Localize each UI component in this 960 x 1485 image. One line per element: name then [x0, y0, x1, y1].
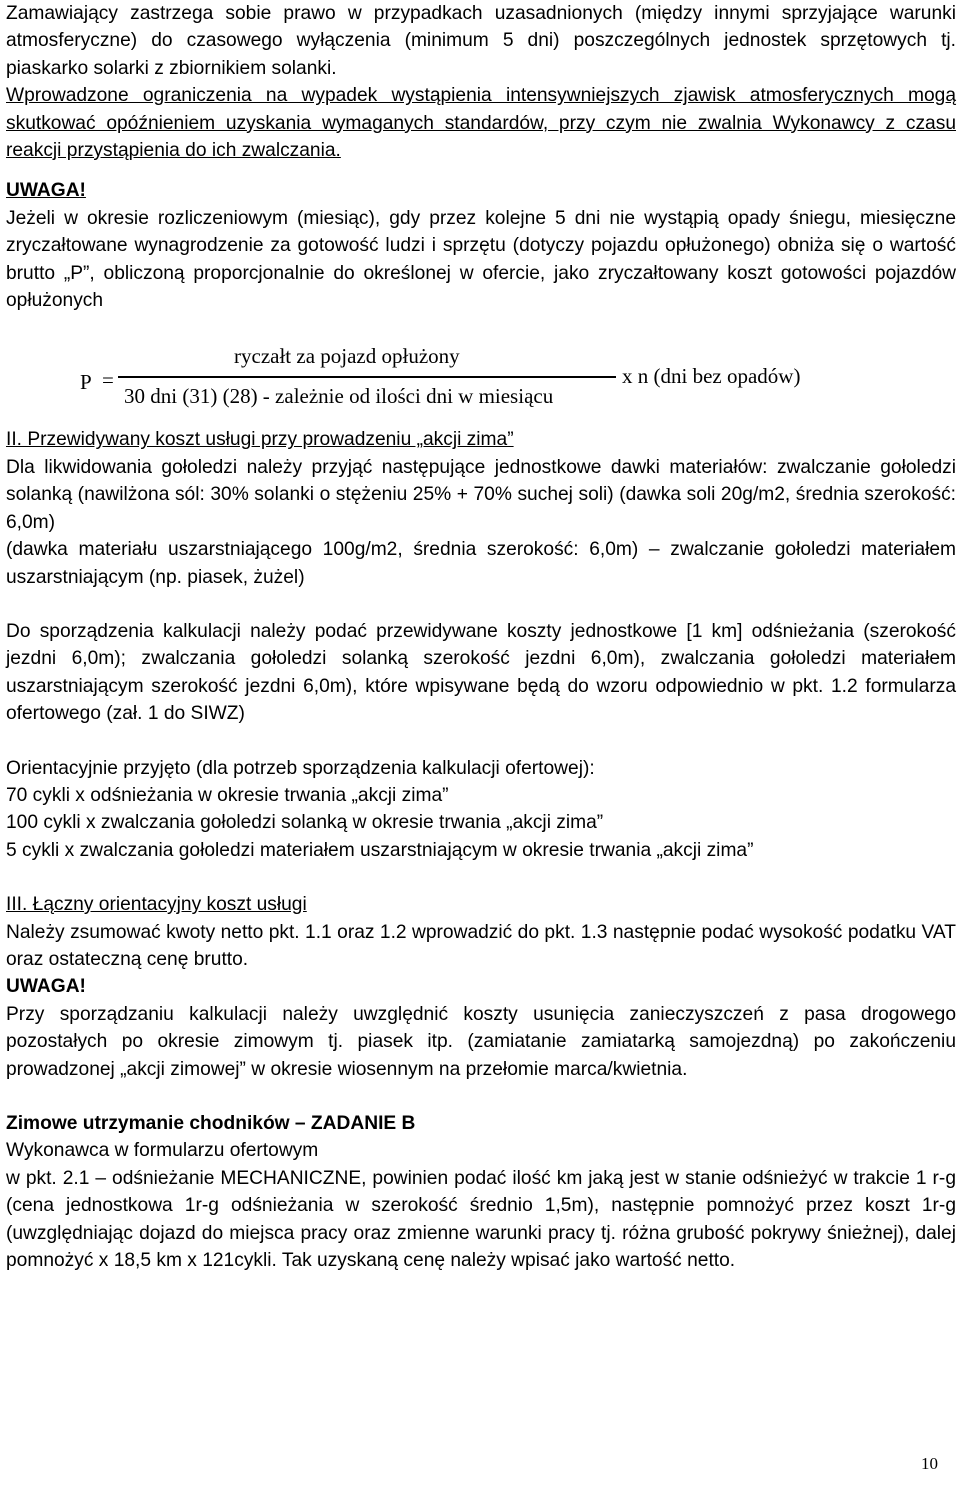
- page-number: 10: [921, 1454, 938, 1473]
- section-2-orientation-line-2: 70 cykli x odśnieżania w okresie trwania „akcji zima”: [6, 784, 449, 806]
- formula-rhs: x n (dni bez opadów): [622, 364, 801, 389]
- section-3-paragraph-1: Należy zsumować kwoty netto pkt. 1.1 oraz 1.2 wprowadzić do pkt. 1.3 następnie podać wysokość podatku VAT oraz ostateczną cenę brutto.: [6, 921, 956, 970]
- section-3-heading: III. Łączny orientacyjny koszt usługi: [6, 894, 307, 916]
- formula-numerator: ryczałt za pojazd opłużony: [234, 344, 460, 369]
- section-2-paragraph-3: Do sporządzenia kalkulacji należy podać przewidywane koszty jednostkowe [1 km] odśnieżania (szerokość jezdni 6,0m); zwalczania gołoledzi solanką szerokość jezdni 6,0m), zwalczania gołoledzi materiałem uszarstniającym szerokość jezdni 6,0m), które wpisywane będą do wzoru odpowiednio w pkt. 1.2 formularza ofertowego (zał. 1 do SIWZ): [6, 620, 956, 725]
- intro-paragraph-2: Wprowadzone ograniczenia na wypadek wystąpienia intensywniejszych zjawisk atmosferycznych mogą skutkować opóźnieniem uzyskania wymaganych standardów, przy czym nie zwalnia Wykonawcy z czasu reakcji przystąpienia do ich zwalczania.: [6, 85, 956, 162]
- section-2-paragraph-2: (dawka materiału uszarstniającego 100g/m2, średnia szerokość: 6,0m) – zwalczanie gołoledzi materiałem uszarstniającym (np. piasek, żużel): [6, 539, 956, 588]
- formula-p: [6, 344, 956, 426]
- warning-heading-1-text: UWAGA!: [6, 180, 86, 202]
- section-2-orientation-line-3: 100 cykli x zwalczania gołoledzi solanką w okresie trwania „akcji zima”: [6, 812, 604, 834]
- formula-equals: =: [102, 368, 114, 393]
- warning-heading-2: [6, 973, 956, 1000]
- task-b-line-1: Wykonawca w formularzu ofertowym: [6, 1140, 319, 1162]
- section-2-heading: II. Przewidywany koszt usługi przy prowadzeniu „akcji zima”: [6, 429, 514, 451]
- formula-denominator: 30 dni (31) (28) - zależnie od ilości dni w miesiącu: [124, 384, 554, 409]
- intro-paragraph-1: Zamawiający zastrzega sobie prawo w przypadkach uzasadnionych (między innymi sprzyjające warunki atmosferyczne) do czasowego wyłączenia (minimum 5 dni) poszczególnych jednostek sprzętowych tj. piaskarko solarki z zbiornikiem solanki.: [6, 3, 956, 79]
- task-b-paragraph-1: w pkt. 2.1 – odśnieżanie MECHANICZNE, powinien podać ilość km jaką jest w stanie odśnieżyć w trakcie 1 r-g (cena jednostkowa 1r-g odśnieżania w szerokość średnio 1,5m), następnie pomnożyć przez koszt 1r-g (uwzględniając dojazd do miejsca pracy oraz zmienne warunki pracy tj. różna grubość pokrywy śnieżnej), dalej pomnożyć x 18,5 km x 121cykli. Tak uzyskaną cenę należy wpisać jako wartość netto.: [6, 1167, 956, 1272]
- warning-heading-1: [6, 177, 956, 204]
- document-page: [6, 0, 956, 1274]
- task-b-heading: Zimowe utrzymanie chodników – ZADANIE B: [6, 1113, 416, 1134]
- section-2-orientation-line-1: Orientacyjnie przyjęto (dla potrzeb sporządzenia kalkulacji ofertowej):: [6, 757, 595, 779]
- warning-heading-2-text: UWAGA!: [6, 976, 86, 998]
- section-3-paragraph-2: Przy sporządzaniu kalkulacji należy uwzględnić koszty usunięcia zanieczyszczeń z pasa drogowego pozostałych po okresie zimowym tj. piasek itp. (zamiatanie zamiatarką samojezdną) po zakończeniu prowadzonej „akcji zimowej” w okresie wiosennym na przełomie marca/kwietnia.: [6, 1003, 956, 1080]
- warning-paragraph-1: Jeżeli w okresie rozliczeniowym (miesiąc), gdy przez kolejne 5 dni nie wystąpią opady śniegu, miesięczne zryczałtowane wynagrodzenie za gotowość ludzi i sprzętu (dotyczy pojazdu opłużonego) obniża się o wartość brutto „P”, obliczoną proporcjonalnie do określonej w ofercie, jako zryczałtowany koszt gotowości pojazdów opłużonych: [6, 207, 956, 312]
- section-2-paragraph-1: Dla likwidowania gołoledzi należy przyjąć następujące jednostkowe dawki materiałów: zwalczanie gołoledzi solanką (nawilżona sól: 30% solanki o stężeniu 25% + 70% suchej soli) (dawka soli 20g/m2, średnia szerokość: 6,0m): [6, 456, 956, 533]
- formula-fraction-bar: [118, 376, 616, 377]
- section-2-orientation-line-4: 5 cykli x zwalczania gołoledzi materiałem uszarstniającym w okresie trwania „akcji zima”: [6, 839, 754, 861]
- formula-lhs: P: [80, 370, 92, 395]
